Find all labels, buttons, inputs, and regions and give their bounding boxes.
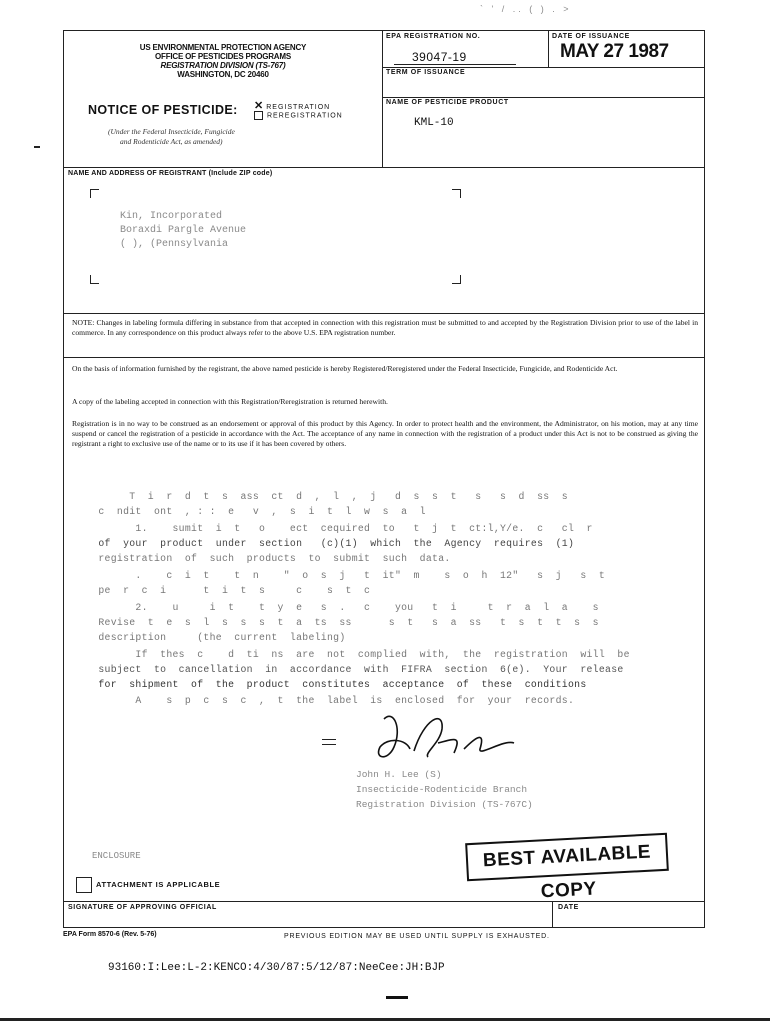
registrant-line: Kin, Incorporated: [120, 211, 223, 222]
signer-name: John H. Lee (S): [356, 769, 442, 780]
reregistration-option: REREGISTRATION: [254, 111, 343, 120]
letter-line: If thes c d ti ns are not complied with, the registration will be: [86, 649, 630, 660]
date-label: DATE: [558, 904, 579, 911]
notice-title: NOTICE OF PESTICIDE:: [88, 103, 238, 117]
bottom-edge-line: [0, 1018, 770, 1021]
epa-reg-no-value: 39047-19: [412, 50, 467, 64]
body-paragraph: On the basis of information furnished by the registrant, the above named pesticide is hereby Registered/Reregistered under the Federal Insecticide, Fungicide, and Rodenticide Act.: [72, 364, 618, 373]
checked-x-icon: ✕: [254, 100, 265, 112]
checkbox-icon: [254, 111, 263, 120]
letter-line: of your product under section (c)(1) which the Agency requires (1): [86, 538, 575, 549]
authority-line: (Under the Federal Insecticide, Fungicide: [108, 127, 235, 136]
agency-line: WASHINGTON, DC 20460: [177, 70, 269, 79]
signature-dash: [322, 739, 336, 740]
address-bracket-bl: [90, 275, 99, 284]
address-bracket-tl: [90, 189, 99, 198]
previous-edition-note: PREVIOUS EDITION MAY BE USED UNTIL SUPPLY IS EXHAUSTED.: [284, 933, 550, 940]
registrant-line: Boraxdi Pargle Avenue: [120, 225, 247, 236]
address-bracket-tr: [452, 189, 461, 198]
page-top-noise: ` ' / .. ( ) . >: [480, 4, 572, 14]
enclosure-code: ENCLOSURE: [92, 851, 141, 861]
letter-line: description (the current labeling): [86, 632, 346, 643]
letter-line: Revise t e s l s s s t a ts ss s t s a ss t s t t s s: [86, 617, 599, 628]
body-paragraph: A copy of the labeling accepted in connection with this Registration/Reregistration is returned herewith.: [72, 397, 388, 406]
letter-line: T i r d t s ass ct d , l , j d s s t s s d ss s: [86, 491, 568, 502]
term-of-issuance-label: TERM OF ISSUANCE: [386, 69, 466, 76]
address-bracket-br: [452, 275, 461, 284]
product-name-label: NAME OF PESTICIDE PRODUCT: [386, 99, 509, 106]
form-number: EPA Form 8570-6 (Rev. 5-76): [63, 931, 157, 938]
notice-form: [63, 30, 705, 928]
registration-option: ✕ REGISTRATION: [254, 100, 331, 112]
registrant-label: NAME AND ADDRESS OF REGISTRANT (Include ZIP code): [68, 170, 273, 177]
handwritten-signature: [354, 699, 554, 769]
bottom-mark: [386, 996, 408, 999]
authority-line: and Rodenticide Act, as amended): [120, 137, 223, 146]
attachment-label: ATTACHMENT IS APPLICABLE: [96, 880, 221, 889]
letter-line: subject to cancellation in accordance with FIFRA section 6(e). Your release: [86, 664, 624, 675]
date-of-issuance-value: MAY 27 1987: [560, 41, 669, 62]
signature-label: SIGNATURE OF APPROVING OFFICIAL: [68, 904, 217, 911]
margin-mark: [34, 146, 40, 148]
reg-no-underline: [394, 64, 516, 65]
epa-reg-no-label: EPA REGISTRATION NO.: [386, 33, 481, 40]
attachment-checkbox[interactable]: [76, 877, 92, 893]
letter-line: c ndit ont , : : e v , s i t l w s a l: [86, 506, 426, 517]
signature-dash: [322, 744, 336, 745]
letter-line: for shipment of the product constitutes acceptance of these conditions: [86, 679, 587, 690]
signer-division: Registration Division (TS-767C): [356, 799, 533, 810]
best-available-copy-stamp: BEST AVAILABLE COPY: [465, 833, 669, 882]
product-name-value: KML-10: [414, 117, 454, 129]
letter-line: 2. u i t t y e s . c you t i t r a l a s: [86, 602, 599, 613]
letter-line: registration of such products to submit such data.: [86, 553, 451, 564]
body-paragraph: Registration is in no way to be construed as an endorsement or approval of this product by this Agency. In order to protect health and the environment, the Administrator, on his motion, may at any time suspend or cancel the registration of a pesticide in accordance with the Act. The acceptance of any name in connection with the registration of a product under this Act is not to be construed as giving the registrant a right to exclusive use of the name or to its use if it has been covered by others.: [72, 419, 698, 448]
agency-line: OFFICE OF PESTICIDES PROGRAMS: [155, 52, 291, 61]
letter-line: pe r c i t i t s c s t c: [86, 585, 371, 596]
registrant-line: ( ), (Pennsylvania: [120, 239, 229, 250]
agency-line: US ENVIRONMENTAL PROTECTION AGENCY: [139, 43, 307, 52]
agency-line: REGISTRATION DIVISION (TS-767): [160, 61, 286, 70]
routing-line: 93160:I:Lee:L-2:KENCO:4/30/87:5/12/87:NeeCee:JH:BJP: [108, 962, 445, 974]
agency-block: [64, 43, 382, 79]
date-of-issuance-label: DATE OF ISSUANCE: [552, 33, 630, 40]
letter-line: . c i t t n " o s j t it" m s o h 12" s j s t: [86, 570, 606, 581]
letter-line: A s p c s c , t the label is enclosed for your records.: [86, 695, 575, 706]
letter-line: 1. sumit i t o ect cequired to t j t ct:l,Y/e. c cl r: [86, 523, 593, 534]
signer-title: Insecticide-Rodenticide Branch: [356, 784, 528, 795]
note-text: NOTE: Changes in labeling formula differing in substance from that accepted in connection with this registration must be submitted to and accepted by the Registration Division prior to use of the label in commerce. In any correspondence on this product always refer to the above U.S. EPA registration number.: [72, 318, 698, 337]
